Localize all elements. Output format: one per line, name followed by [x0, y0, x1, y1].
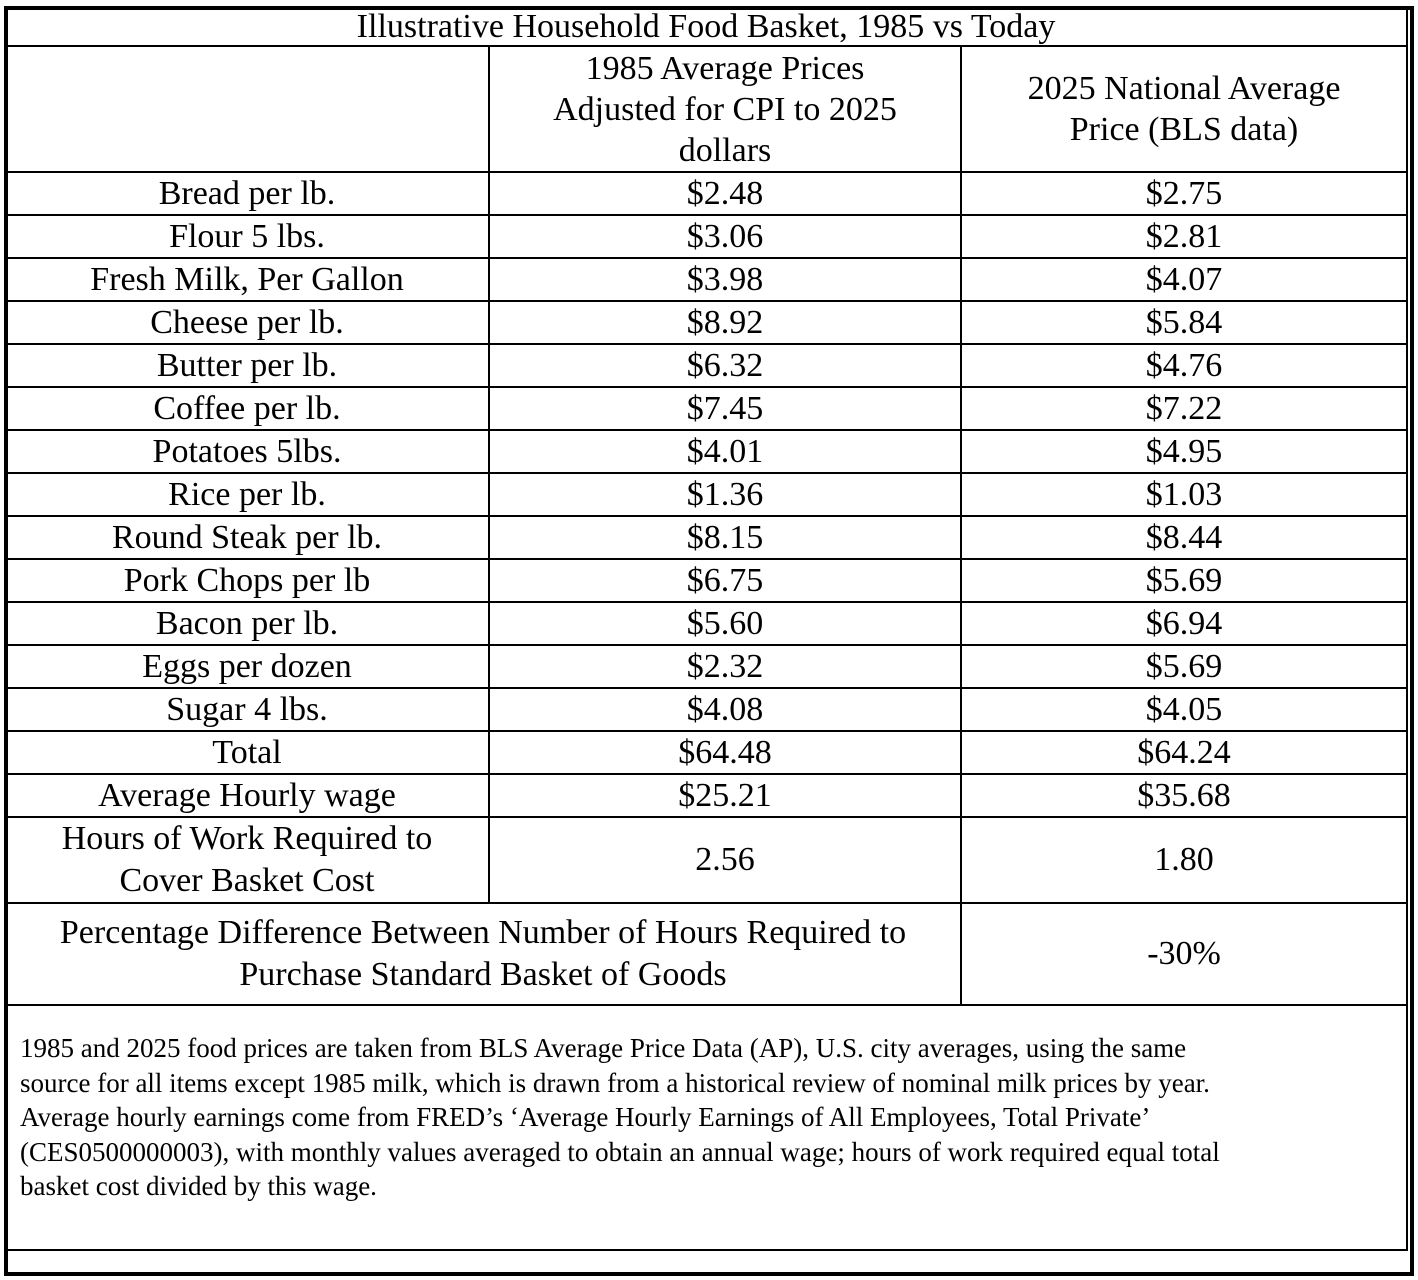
price-2025-cell: $2.75	[961, 172, 1407, 215]
food-basket-table	[4, 6, 1408, 1251]
price-1985-cell: $4.08	[489, 688, 961, 731]
price-1985-cell: $4.01	[489, 430, 961, 473]
table-row	[5, 301, 1407, 344]
price-1985-cell: $7.45	[489, 387, 961, 430]
wage-row	[5, 774, 1407, 817]
price-1985-cell: $6.32	[489, 344, 961, 387]
item-label: Potatoes 5lbs.	[5, 430, 489, 473]
table-row	[5, 387, 1407, 430]
price-2025-cell: $2.81	[961, 215, 1407, 258]
table-row	[5, 516, 1407, 559]
item-label: Butter per lb.	[5, 344, 489, 387]
price-2025-cell: $4.76	[961, 344, 1407, 387]
item-label: Flour 5 lbs.	[5, 215, 489, 258]
pct-diff-label	[5, 903, 961, 1005]
price-2025-cell: $1.03	[961, 473, 1407, 516]
wage-2025: $35.68	[961, 774, 1407, 817]
item-label: Fresh Milk, Per Gallon	[5, 258, 489, 301]
table-row	[5, 172, 1407, 215]
note-line-3: Average hourly earnings come from FRED’s ‘Average Hourly Earnings of All Employees, Total Private’	[20, 1102, 1151, 1132]
source-note	[5, 1005, 1407, 1250]
table-row	[5, 473, 1407, 516]
wage-label: Average Hourly wage	[5, 774, 489, 817]
item-label: Pork Chops per lb	[5, 559, 489, 602]
item-label: Cheese per lb.	[5, 301, 489, 344]
pct-diff-label-line-2: Purchase Standard Basket of Goods	[239, 956, 727, 993]
table-row	[5, 688, 1407, 731]
hours-label-line-1: Hours of Work Required to	[61, 820, 433, 857]
table-row	[5, 344, 1407, 387]
table-row	[5, 258, 1407, 301]
price-1985-cell: $3.06	[489, 215, 961, 258]
header-row	[5, 46, 1407, 172]
price-2025-cell: $4.05	[961, 688, 1407, 731]
header-2025-cell	[961, 46, 1407, 172]
title-row	[5, 7, 1407, 46]
item-label: Round Steak per lb.	[5, 516, 489, 559]
total-label: Total	[5, 731, 489, 774]
hours-row	[5, 817, 1407, 903]
hours-1985: 2.56	[489, 817, 961, 903]
note-line-5: basket cost divided by this wage.	[20, 1171, 377, 1201]
pct-diff-row	[5, 903, 1407, 1005]
table-row	[5, 215, 1407, 258]
price-2025-cell: $5.69	[961, 645, 1407, 688]
pct-diff-label-line-1: Percentage Difference Between Number of Hours Required to	[59, 914, 907, 951]
table-row	[5, 559, 1407, 602]
header-blank-cell	[5, 46, 489, 172]
total-2025: $64.24	[961, 731, 1407, 774]
item-label: Coffee per lb.	[5, 387, 489, 430]
header-1985-line-2: Adjusted for CPI to 2025	[553, 90, 897, 128]
wage-1985: $25.21	[489, 774, 961, 817]
note-line-4: (CES0500000003), with monthly values averaged to obtain an annual wage; hours of work required equal total	[20, 1136, 1220, 1167]
hours-label-line-2: Cover Basket Cost	[119, 862, 375, 899]
header-1985-line-3: dollars	[678, 131, 772, 169]
header-2025-line-1: 2025 National Average	[1027, 70, 1341, 107]
price-2025-cell: $8.44	[961, 516, 1407, 559]
price-1985-cell: $2.32	[489, 645, 961, 688]
table-row	[5, 430, 1407, 473]
price-2025-cell: $4.95	[961, 430, 1407, 473]
total-1985: $64.48	[489, 731, 961, 774]
hours-2025: 1.80	[961, 817, 1407, 903]
header-1985-line-1: 1985 Average Prices	[585, 49, 865, 87]
price-2025-cell: $5.69	[961, 559, 1407, 602]
price-1985-cell: $8.15	[489, 516, 961, 559]
price-1985-cell: $2.48	[489, 172, 961, 215]
table-title: Illustrative Household Food Basket, 1985 vs Today	[5, 7, 1407, 46]
note-line-1: 1985 and 2025 food prices are taken from BLS Average Price Data (AP), U.S. city averages, using the same	[20, 1033, 1187, 1063]
price-1985-cell: $5.60	[489, 602, 961, 645]
price-1985-cell: $3.98	[489, 258, 961, 301]
item-label: Sugar 4 lbs.	[5, 688, 489, 731]
item-label: Rice per lb.	[5, 473, 489, 516]
item-label: Eggs per dozen	[5, 645, 489, 688]
header-1985-cell	[489, 46, 961, 172]
price-2025-cell: $5.84	[961, 301, 1407, 344]
table-row	[5, 645, 1407, 688]
total-row	[5, 731, 1407, 774]
item-label: Bacon per lb.	[5, 602, 489, 645]
note-row	[5, 1005, 1407, 1250]
price-1985-cell: $8.92	[489, 301, 961, 344]
price-1985-cell: $6.75	[489, 559, 961, 602]
price-2025-cell: $4.07	[961, 258, 1407, 301]
price-1985-cell: $1.36	[489, 473, 961, 516]
table-row	[5, 602, 1407, 645]
price-2025-cell: $6.94	[961, 602, 1407, 645]
item-label: Bread per lb.	[5, 172, 489, 215]
pct-diff-value: -30%	[961, 903, 1407, 1005]
hours-label	[5, 817, 489, 903]
header-2025-line-2: Price (BLS data)	[1069, 111, 1299, 148]
note-line-2: source for all items except 1985 milk, which is drawn from a historical review of nominal milk prices by year.	[20, 1067, 1210, 1098]
price-2025-cell: $7.22	[961, 387, 1407, 430]
